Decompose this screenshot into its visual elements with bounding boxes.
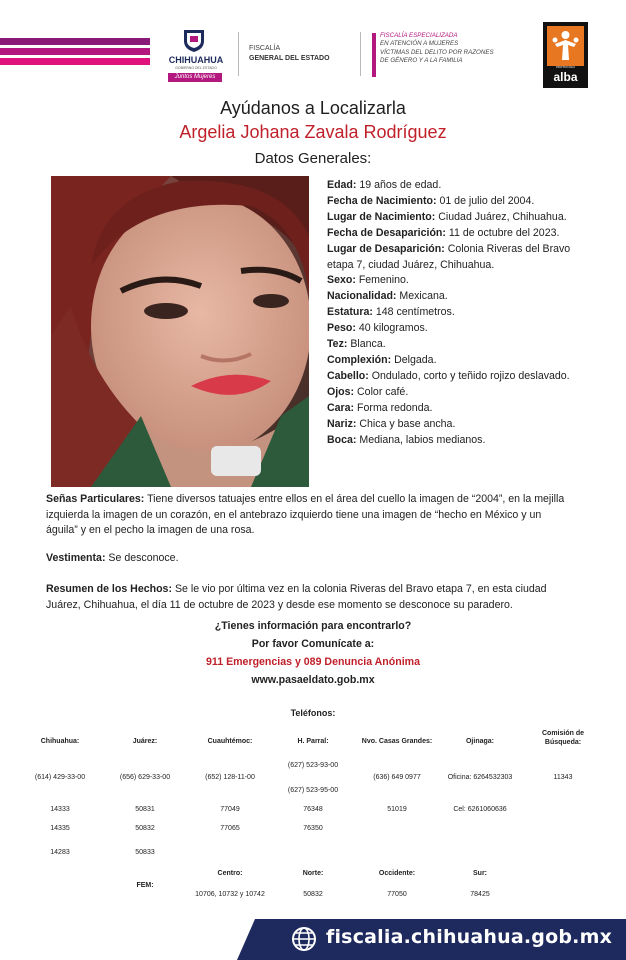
fiscalia-logo [249, 44, 330, 64]
detail-hair: Cabello: Ondulado, corto y teñido rojizo deslavado. [327, 369, 570, 382]
fem-occidente-label: Occidente: [378, 870, 416, 877]
header-stripe [0, 48, 150, 55]
detail-nose: Nariz: Chica y base ancha. [327, 417, 456, 430]
fiscalia-line: FISCALÍA [249, 45, 281, 52]
detail-birth-place: Lugar de Nacimiento: Ciudad Juárez, Chihuahua. [327, 210, 567, 223]
state-name: CHIHUAHUA [168, 55, 224, 65]
phone-extension: 50832 [135, 825, 155, 832]
phone-extension: 14283 [50, 849, 70, 856]
phone-extension: 11343 [553, 774, 573, 781]
fem-norte-value: 50832 [303, 891, 323, 898]
phone-number: Oficina: 6264532303 [447, 774, 513, 781]
alba-label: alba [553, 70, 578, 84]
contact-prompt: Por favor Comunícate a: [251, 638, 375, 650]
phone-extension: 77049 [220, 806, 240, 813]
detail-skin: Tez: Blanca. [327, 338, 386, 351]
emergency-numbers: 911 Emergencias y 089 Denuncia Anónima [206, 656, 420, 668]
phone-extension: 77065 [220, 825, 240, 832]
fem-line: EN ATENCIÓN A MUJERES [380, 40, 459, 48]
phone-number: (652) 128-11-00 [205, 774, 255, 781]
fem-sur-value: 78425 [470, 891, 490, 898]
phone-number: (627) 523-95-00 [287, 787, 339, 794]
alba-pre-label: PROTOCOLO [556, 65, 575, 69]
clothing: Vestimenta: Se desconoce. [46, 552, 179, 564]
header-stripe [0, 38, 150, 45]
fem-accent-bar [372, 33, 376, 77]
header-comision: Comisión de Búsqueda: [541, 730, 584, 746]
phone-number: Cel: 6261060636 [453, 806, 507, 813]
header-casas-grandes: Nvo. Casas Grandes: [361, 738, 433, 745]
fem-line: DE GÉNERO Y A LA FAMILIA [380, 57, 463, 65]
alba-emblem [547, 26, 584, 66]
globe-icon [290, 925, 318, 953]
detail-height: Estatura: 148 centímetros. [327, 306, 455, 319]
phone-extension: 76350 [303, 825, 323, 832]
header-stripe [0, 58, 150, 65]
phone-extension: 50831 [135, 806, 155, 813]
distinguishing-marks: Señas Particulares: Tiene diversos tatuajes entre ellos en el área del cuello la imagen de “2004”, en la mejilla izquierda la imagen de un corazón, en el antebrazo izquierdo tiene una imagen de “hecho en México y un águila” y en el pecho la imagen de una rosa. [46, 493, 565, 536]
header-chihuahua: Chihuahua: [40, 738, 80, 745]
section-title: Datos Generales: [254, 150, 372, 167]
header-parral: H. Parral: [297, 738, 329, 745]
phone-number: (627) 523-93-00 [287, 762, 339, 769]
fiscalia-line: GENERAL DEL ESTADO [249, 55, 330, 62]
missing-person-name: Argelia Johana Zavala Rodríguez [179, 122, 447, 142]
state-seal-icon [181, 27, 207, 53]
header-cuauhtemoc: Cuauhtémoc: [207, 738, 253, 745]
general-data-list [327, 178, 597, 448]
detail-eyes: Ojos: Color café. [327, 385, 409, 398]
detail-disappearance-date: Fecha de Desaparición: 11 de octubre del 2023. [327, 226, 560, 239]
header-ojinaga: Ojinaga: [465, 738, 494, 745]
fem-norte-label: Norte: [302, 870, 324, 877]
info-question: ¿Tienes información para encontrarlo? [214, 620, 412, 632]
phone-extension: 14335 [50, 825, 70, 832]
fem-occidente-value: 77050 [387, 891, 407, 898]
detail-birth-date: Fecha de Nacimiento: 01 de julio del 2004. [327, 194, 535, 207]
detail-disappearance-place: Lugar de Desaparición: Colonia Riveras del Bravo etapa 7, ciudad Juárez, Chihuahua. [327, 242, 571, 271]
fem-centro-value: 10706, 10732 y 10742 [195, 891, 265, 898]
page-title: Ayúdanos a Localizarla [220, 98, 406, 118]
detail-mouth: Boca: Mediana, labios medianos. [327, 433, 486, 446]
detail-age: Edad: 19 años de edad. [327, 179, 442, 191]
fem-line: VÍCTIMAS DEL DELITO POR RAZONES [380, 48, 494, 56]
phone-extension: 14333 [50, 806, 70, 813]
state-tag: Juntos Mujeres [168, 73, 222, 82]
state-subtitle: GOBIERNO DEL ESTADO [175, 66, 217, 70]
header-juarez: Juárez: [132, 738, 158, 745]
phones-title: Teléfonos: [290, 708, 336, 718]
fem-line: FISCALÍA ESPECIALIZADA [380, 32, 458, 39]
header [0, 0, 626, 92]
phone-extension: 51019 [387, 806, 407, 813]
fem-sur-label: Sur: [473, 870, 487, 877]
footer-accent [237, 919, 255, 960]
fem-label: FEM: [136, 882, 154, 889]
phone-number: (636) 649 0977 [373, 774, 421, 781]
portrait-image [51, 176, 309, 487]
header-divider [238, 32, 239, 76]
detail-build: Complexión: Delgada. [327, 353, 437, 366]
alba-protocol-logo [543, 22, 588, 88]
facts-summary: Resumen de los Hechos: Se le vio por última vez en la colonia Riveras del Bravo etapa 7, en esta ciudad Juárez, Chihuahua, el día 11 de octubre de 2023 y desde ese momento se desconoce su paradero. [46, 583, 547, 611]
phone-extension: 76348 [303, 806, 323, 813]
footer-website[interactable]: fiscalia.chihuahua.gob.mx [326, 926, 613, 948]
fem-centro-label: Centro: [217, 870, 243, 877]
detail-sex: Sexo: Femenino. [327, 274, 409, 287]
phone-number: (656) 629-33-00 [119, 774, 171, 781]
phone-number: (614) 429-33-00 [34, 774, 86, 781]
phone-extension: 50833 [135, 849, 155, 856]
website-link[interactable]: www.pasaeldato.gob.mx [251, 674, 375, 686]
fem-logo [380, 32, 530, 66]
detail-face: Cara: Forma redonda. [327, 401, 433, 414]
missing-person-photo [51, 176, 309, 487]
detail-nationality: Nacionalidad: Mexicana. [327, 290, 448, 303]
people-icon [547, 26, 584, 66]
detail-weight: Peso: 40 kilogramos. [327, 322, 428, 335]
header-divider [360, 32, 361, 76]
